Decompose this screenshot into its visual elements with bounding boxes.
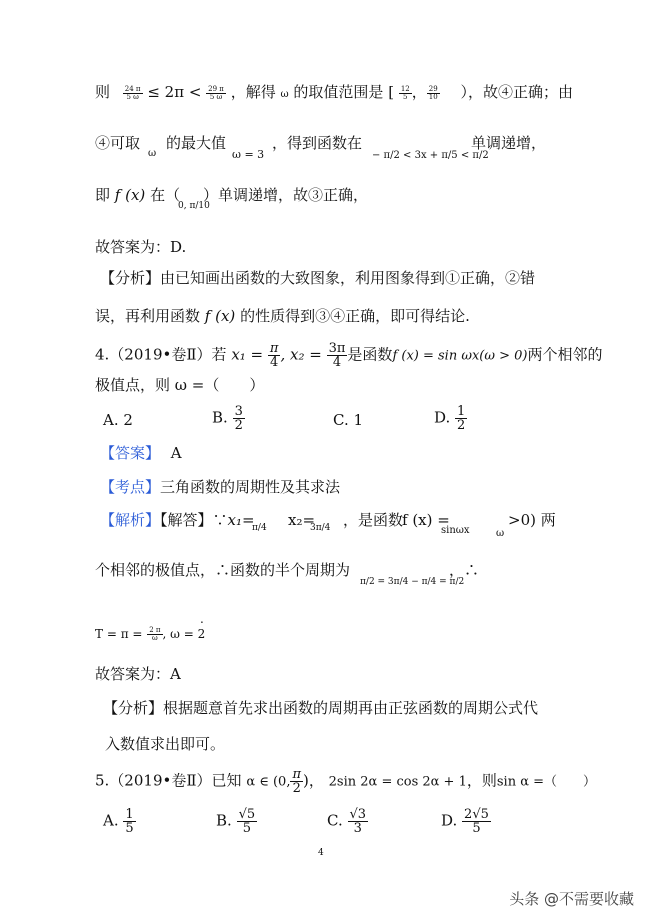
den: 4: [332, 355, 342, 370]
answer: [100, 443, 182, 463]
fraction: π/4: [252, 523, 267, 533]
fraction: [123, 86, 143, 101]
line-2: [95, 133, 140, 153]
q5-option-b: [216, 808, 257, 835]
fraction: [399, 86, 412, 101]
den: ω: [152, 633, 158, 642]
text: 【解答】∵: [160, 511, 228, 529]
fraction: [455, 405, 467, 432]
text: ）单调递增，故③正确，: [203, 186, 369, 204]
text: T = π =: [95, 627, 143, 641]
text: 的最大值: [166, 134, 227, 152]
den: 5 ω: [126, 92, 139, 101]
num: 29 π: [208, 84, 224, 93]
fraction: [123, 808, 135, 835]
text: ），故④正确；由: [460, 83, 573, 101]
text: ，是函数: [343, 511, 404, 529]
line-3: [95, 185, 180, 205]
explanation-3: [95, 623, 205, 644]
x2: , x₂ =: [280, 345, 322, 364]
num: 3: [234, 404, 243, 419]
text: ，得到函数在: [272, 134, 363, 152]
tag: 【考点】: [100, 478, 161, 496]
num: π: [292, 767, 302, 782]
den: 2: [292, 781, 301, 796]
q5-option-c: [327, 808, 368, 835]
text: )，: [303, 771, 324, 790]
text: 4.（2019•卷Ⅱ）若: [95, 345, 227, 364]
omega-value: ω = 3: [232, 148, 265, 161]
function: f (x) =: [402, 511, 450, 529]
interval: 0, π/10: [178, 201, 210, 211]
den: 5: [403, 92, 408, 101]
function: f (x) = sin ωx(ω > 0): [392, 348, 528, 364]
text: ④可取: [95, 134, 141, 152]
text: sin α =（ ）: [496, 774, 597, 790]
label: D.: [441, 811, 458, 830]
text: 则: [95, 83, 111, 101]
num: 12: [400, 84, 410, 93]
tag: 【分析】: [100, 269, 161, 287]
inequality: − π/2 < 3x + π/5 < π/2: [372, 150, 489, 161]
fraction: [268, 342, 281, 369]
answer-line: 故答案为：D.: [95, 238, 187, 256]
alpha-range: α ∈ (0,: [246, 774, 291, 790]
question-5: [95, 768, 596, 795]
text: 两个相邻的: [527, 345, 603, 364]
text: 由已知画出函数的大致图象，利用图象得到①正确，②错: [160, 269, 536, 287]
text: 的取值范围是 [: [293, 83, 395, 101]
tag: 【答案】: [100, 444, 161, 462]
fraction: [290, 768, 303, 795]
tag: 【分析】: [103, 699, 164, 717]
analysis-2-cont: 入数值求出即可。: [105, 735, 226, 753]
option-b: [212, 405, 245, 432]
den: 5: [125, 821, 134, 836]
num: √5: [238, 807, 256, 822]
num: 24 π: [124, 84, 141, 93]
watermark: 头条 @不需要收藏: [509, 890, 634, 908]
line-1: [95, 82, 573, 102]
text: ，∴: [449, 561, 480, 579]
omega: ω: [280, 89, 289, 100]
expression: π/2 = 3π/4 − π/4 = π/2: [360, 577, 465, 587]
label: B.: [212, 408, 228, 427]
equation: 2sin 2α = cos 2α + 1: [328, 774, 467, 790]
answer-line-2: 故答案为：A: [95, 665, 181, 683]
omega: ω: [148, 148, 157, 159]
omega: ω: [496, 528, 505, 539]
fraction: [348, 808, 369, 835]
num: 1: [457, 404, 466, 419]
question-4-cont: 极值点，则 ω =（ ）: [95, 376, 265, 394]
label: A.: [103, 811, 119, 830]
fraction: [206, 86, 226, 101]
fraction: [237, 808, 258, 835]
den: 4: [270, 355, 279, 370]
x1: x₁=: [227, 511, 255, 529]
label: B.: [216, 811, 232, 830]
den: 2: [234, 418, 243, 433]
analysis-2: [103, 698, 538, 718]
text-tail: >0) 两: [508, 511, 556, 529]
num: 29: [428, 84, 438, 93]
tag: 【解析】: [100, 511, 161, 529]
den: 10: [428, 92, 438, 101]
key-point: [100, 477, 340, 497]
den: 2: [457, 418, 466, 433]
value: 三角函数的周期性及其求法: [160, 478, 341, 496]
sin: sinωx: [441, 525, 470, 536]
num: 2 π: [149, 625, 161, 634]
text: , ω = 2: [162, 627, 206, 641]
text: ，解得: [230, 83, 276, 101]
fraction: [427, 86, 440, 101]
explanation: [100, 510, 255, 530]
text: ≤ 2π <: [147, 83, 202, 101]
num: 1: [125, 807, 134, 822]
text: ，则: [466, 771, 497, 790]
num: 3π: [328, 341, 346, 356]
question-4: [95, 342, 602, 369]
label: D.: [434, 408, 451, 427]
analysis-line-2: [95, 306, 470, 326]
num: 2√5: [464, 807, 489, 822]
analysis-line: [100, 268, 535, 288]
option-c: C. 1: [333, 411, 364, 429]
den: 5 ω: [209, 92, 223, 101]
num: √3: [349, 807, 367, 822]
option-d: [434, 405, 467, 432]
function: f (x): [114, 186, 146, 204]
text: [480, 510, 556, 530]
fraction: 3π/4: [310, 523, 331, 533]
text: 误，再利用函数: [95, 307, 201, 325]
text: 单调递增，: [471, 134, 547, 152]
q5-option-a: [103, 808, 136, 835]
text: 的性质得到③④正确，即可得结论.: [240, 307, 470, 325]
den: 5: [242, 821, 251, 836]
text: 是函数: [347, 345, 393, 364]
fraction: [462, 808, 491, 835]
den: 3: [353, 821, 362, 836]
text: 即: [95, 186, 111, 204]
text: ，: [411, 83, 427, 101]
num: π: [269, 341, 279, 356]
explanation-2: 个相邻的极值点，∴函数的半个周期为: [95, 561, 351, 579]
den: 5: [472, 821, 481, 836]
fraction: [233, 405, 245, 432]
page-number: 4: [318, 848, 324, 858]
text: 根据题意首先求出函数的周期再由正弦函数的周期公式代: [163, 699, 539, 717]
x1: x₁ =: [231, 345, 264, 364]
dot: .: [200, 612, 204, 626]
function: f (x): [204, 307, 236, 325]
text: 5.（2019•卷Ⅱ）已知: [95, 771, 242, 790]
x2: x₂=: [288, 511, 316, 529]
text: 在（: [150, 186, 181, 204]
option-a: A. 2: [103, 411, 133, 429]
q5-option-d: [441, 808, 491, 835]
fraction: [147, 627, 162, 642]
fraction: [327, 342, 348, 369]
value: A: [170, 444, 182, 462]
label: C.: [327, 811, 343, 830]
